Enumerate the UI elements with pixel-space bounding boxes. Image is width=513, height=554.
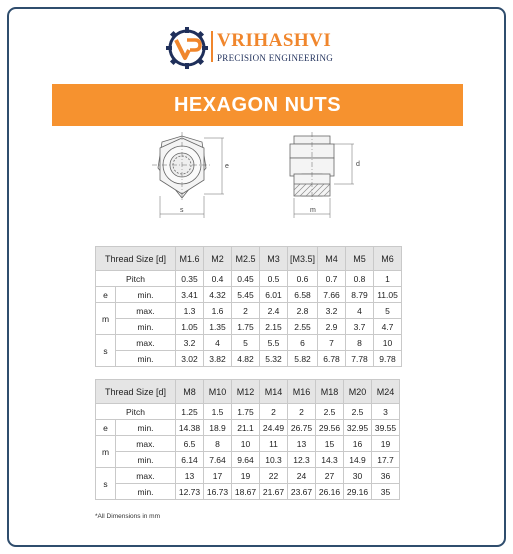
size-header: M16 bbox=[288, 380, 316, 404]
logo-divider bbox=[211, 31, 213, 62]
table-cell: 1 bbox=[374, 271, 402, 287]
size-header: [M3.5] bbox=[288, 247, 318, 271]
table-cell: 3.82 bbox=[204, 351, 232, 367]
table-cell: 6.58 bbox=[288, 287, 318, 303]
table-cell: 32.95 bbox=[344, 420, 372, 436]
table-cell: 14.9 bbox=[344, 452, 372, 468]
row-label: max. bbox=[116, 303, 176, 319]
table-cell: 24.49 bbox=[260, 420, 288, 436]
row-label: min. bbox=[116, 351, 176, 367]
table-cell: 15 bbox=[316, 436, 344, 452]
table-cell: 6.78 bbox=[318, 351, 346, 367]
table-cell: 7.66 bbox=[318, 287, 346, 303]
table-cell: 27 bbox=[316, 468, 344, 484]
table-cell: 0.5 bbox=[260, 271, 288, 287]
table-row bbox=[96, 303, 402, 319]
table-cell: 3.2 bbox=[176, 335, 204, 351]
dimension-symbol: m bbox=[96, 436, 116, 468]
table-cell: 18.67 bbox=[232, 484, 260, 500]
thread-size-header: Thread Size [d] bbox=[96, 380, 176, 404]
size-header: M14 bbox=[260, 380, 288, 404]
table-cell: 24 bbox=[288, 468, 316, 484]
table-cell: 12.73 bbox=[176, 484, 204, 500]
table-cell: 5.5 bbox=[260, 335, 288, 351]
table-cell: 3.02 bbox=[176, 351, 204, 367]
spec-table-small bbox=[95, 246, 402, 367]
brand-logo bbox=[165, 22, 365, 74]
size-header: M4 bbox=[318, 247, 346, 271]
size-header: M12 bbox=[232, 380, 260, 404]
table-cell: 12.3 bbox=[288, 452, 316, 468]
table-cell: 10 bbox=[374, 335, 402, 351]
table-cell: 2.9 bbox=[318, 319, 346, 335]
table-cell: 26.75 bbox=[288, 420, 316, 436]
table-cell: 6.14 bbox=[176, 452, 204, 468]
size-header: M18 bbox=[316, 380, 344, 404]
size-header: M2.5 bbox=[232, 247, 260, 271]
table-cell: 16 bbox=[344, 436, 372, 452]
table-cell: 3.7 bbox=[346, 319, 374, 335]
dim-label-e: e bbox=[225, 163, 229, 170]
table-cell: 2.5 bbox=[344, 404, 372, 420]
size-header: M5 bbox=[346, 247, 374, 271]
table-cell: 29.56 bbox=[316, 420, 344, 436]
table-cell: 14.38 bbox=[176, 420, 204, 436]
table-cell: 1.35 bbox=[204, 319, 232, 335]
table-cell: 17.7 bbox=[372, 452, 400, 468]
table-cell: 0.4 bbox=[204, 271, 232, 287]
table-cell: 0.35 bbox=[176, 271, 204, 287]
row-label: Pitch bbox=[96, 404, 176, 420]
table-cell: 9.64 bbox=[232, 452, 260, 468]
table-cell: 3.2 bbox=[318, 303, 346, 319]
row-label: max. bbox=[116, 436, 176, 452]
table-cell: 1.25 bbox=[176, 404, 204, 420]
table-row bbox=[96, 319, 402, 335]
table-row bbox=[96, 404, 400, 420]
table-cell: 0.6 bbox=[288, 271, 318, 287]
table-header-row bbox=[96, 380, 400, 404]
size-header: M6 bbox=[374, 247, 402, 271]
table-cell: 2 bbox=[260, 404, 288, 420]
logo-text bbox=[217, 30, 333, 64]
table-cell: 0.45 bbox=[232, 271, 260, 287]
table-cell: 8 bbox=[204, 436, 232, 452]
row-label: max. bbox=[116, 468, 176, 484]
table-cell: 39.55 bbox=[372, 420, 400, 436]
table-row bbox=[96, 271, 402, 287]
table-cell: 13 bbox=[176, 468, 204, 484]
front-view bbox=[152, 132, 224, 218]
table-cell: 21.67 bbox=[260, 484, 288, 500]
table-cell: 2.15 bbox=[260, 319, 288, 335]
table-header-row bbox=[96, 247, 402, 271]
table-row bbox=[96, 351, 402, 367]
table-cell: 2.55 bbox=[288, 319, 318, 335]
table-cell: 0.7 bbox=[318, 271, 346, 287]
size-header: M2 bbox=[204, 247, 232, 271]
table-cell: 2.5 bbox=[316, 404, 344, 420]
table-cell: 16.73 bbox=[204, 484, 232, 500]
row-label: max. bbox=[116, 335, 176, 351]
table-cell: 6.01 bbox=[260, 287, 288, 303]
title-banner bbox=[52, 84, 463, 126]
row-label: min. bbox=[116, 452, 176, 468]
row-label: min. bbox=[116, 420, 176, 436]
size-header: M1.6 bbox=[176, 247, 204, 271]
table-cell: 26.16 bbox=[316, 484, 344, 500]
table-cell: 14.3 bbox=[316, 452, 344, 468]
table-row bbox=[96, 420, 400, 436]
brand-name: VRIHASHVI bbox=[217, 30, 332, 51]
table-cell: 13 bbox=[288, 436, 316, 452]
row-label: min. bbox=[116, 319, 176, 335]
table-cell: 10 bbox=[232, 436, 260, 452]
table-cell: 11.05 bbox=[374, 287, 402, 303]
size-header: M3 bbox=[260, 247, 288, 271]
size-header: M20 bbox=[344, 380, 372, 404]
dimension-symbol: m bbox=[96, 303, 116, 335]
table-cell: 22 bbox=[260, 468, 288, 484]
table-cell: 5.82 bbox=[288, 351, 318, 367]
vp-gear-logo-icon bbox=[165, 26, 209, 70]
table-cell: 10.3 bbox=[260, 452, 288, 468]
table-cell: 2 bbox=[232, 303, 260, 319]
table-cell: 8.79 bbox=[346, 287, 374, 303]
table-row bbox=[96, 452, 400, 468]
table-cell: 2.8 bbox=[288, 303, 318, 319]
row-label: min. bbox=[116, 287, 176, 303]
spec-table-large bbox=[95, 379, 400, 500]
table-cell: 1.3 bbox=[176, 303, 204, 319]
table-cell: 17 bbox=[204, 468, 232, 484]
row-label: Pitch bbox=[96, 271, 176, 287]
table-cell: 4.7 bbox=[374, 319, 402, 335]
table-cell: 19 bbox=[372, 436, 400, 452]
table-cell: 9.78 bbox=[374, 351, 402, 367]
table-cell: 29.16 bbox=[344, 484, 372, 500]
table-cell: 1.75 bbox=[232, 404, 260, 420]
table-row bbox=[96, 468, 400, 484]
thread-size-header: Thread Size [d] bbox=[96, 247, 176, 271]
dimension-symbol: s bbox=[96, 468, 116, 500]
table-cell: 3 bbox=[372, 404, 400, 420]
table-cell: 2 bbox=[288, 404, 316, 420]
table-cell: 2.4 bbox=[260, 303, 288, 319]
table-cell: 5.32 bbox=[260, 351, 288, 367]
dim-label-m: m bbox=[310, 207, 316, 214]
table-cell: 7 bbox=[318, 335, 346, 351]
table-cell: 6 bbox=[288, 335, 318, 351]
table-cell: 0.8 bbox=[346, 271, 374, 287]
table-cell: 5.45 bbox=[232, 287, 260, 303]
table-cell: 4.32 bbox=[204, 287, 232, 303]
table-cell: 30 bbox=[344, 468, 372, 484]
table-row bbox=[96, 335, 402, 351]
page-title: HEXAGON NUTS bbox=[173, 93, 342, 116]
table-cell: 4 bbox=[204, 335, 232, 351]
footnote: *All Dimensions in mm bbox=[95, 513, 161, 520]
brand-tagline: PRECISION ENGINEERING bbox=[217, 53, 334, 63]
dimension-symbol: e bbox=[96, 287, 116, 303]
hex-nut-drawing bbox=[130, 128, 390, 228]
table-row bbox=[96, 287, 402, 303]
dim-label-d: d bbox=[356, 161, 360, 168]
row-label: min. bbox=[116, 484, 176, 500]
table-cell: 19 bbox=[232, 468, 260, 484]
table-row bbox=[96, 484, 400, 500]
table-cell: 1.05 bbox=[176, 319, 204, 335]
table-cell: 23.67 bbox=[288, 484, 316, 500]
dimension-symbol: s bbox=[96, 335, 116, 367]
table-cell: 35 bbox=[372, 484, 400, 500]
dim-label-s: s bbox=[180, 207, 184, 214]
table-cell: 7.64 bbox=[204, 452, 232, 468]
table-cell: 6.5 bbox=[176, 436, 204, 452]
table-cell: 21.1 bbox=[232, 420, 260, 436]
dimension-symbol: e bbox=[96, 420, 116, 436]
table-cell: 1.5 bbox=[204, 404, 232, 420]
side-view bbox=[290, 132, 354, 218]
table-cell: 1.6 bbox=[204, 303, 232, 319]
table-cell: 1.75 bbox=[232, 319, 260, 335]
size-header: M24 bbox=[372, 380, 400, 404]
table-cell: 4 bbox=[346, 303, 374, 319]
table-row bbox=[96, 436, 400, 452]
size-header: M8 bbox=[176, 380, 204, 404]
table-cell: 5 bbox=[232, 335, 260, 351]
table-cell: 7.78 bbox=[346, 351, 374, 367]
table-cell: 36 bbox=[372, 468, 400, 484]
table-cell: 3.41 bbox=[176, 287, 204, 303]
table-cell: 18.9 bbox=[204, 420, 232, 436]
table-cell: 11 bbox=[260, 436, 288, 452]
table-cell: 8 bbox=[346, 335, 374, 351]
size-header: M10 bbox=[204, 380, 232, 404]
table-cell: 4.82 bbox=[232, 351, 260, 367]
table-cell: 5 bbox=[374, 303, 402, 319]
